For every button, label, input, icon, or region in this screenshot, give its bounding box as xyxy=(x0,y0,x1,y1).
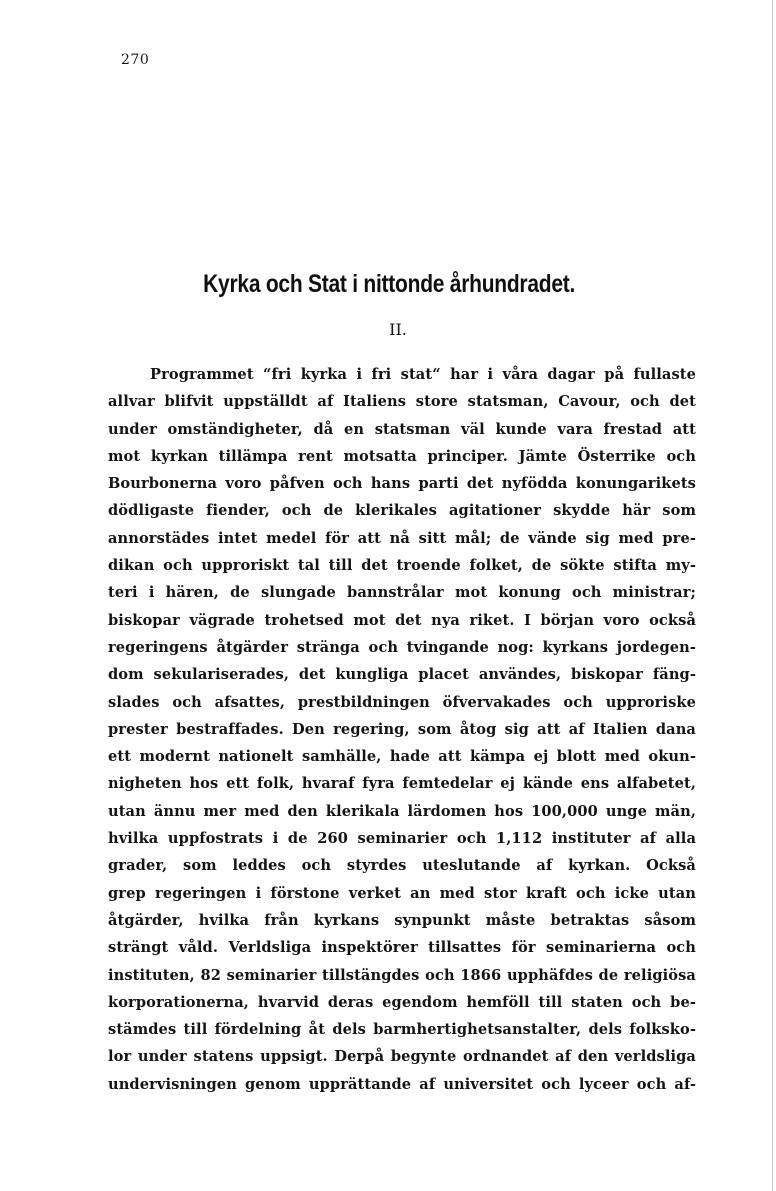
section-number: II. xyxy=(389,320,407,339)
page-edge xyxy=(772,0,773,1191)
text-line: åtgärder, hvilka från kyrkans synpunkt måste betraktas såsom xyxy=(108,911,696,929)
text-line: strängt våld. Verldsliga inspektörer tillsattes för seminarierna och xyxy=(108,939,696,957)
text-line: grader, som leddes och styrdes uteslutande af kyrkan. Också xyxy=(108,857,696,875)
body-text xyxy=(108,361,696,1098)
text-line: dikan och upproriskt tal till det troende folket, de sökte stifta my- xyxy=(108,557,696,575)
text-line: ett modernt nationelt samhälle, hade att kämpa ej blott med okun- xyxy=(108,748,696,766)
text-line: dom sekulariserades, det kungliga placet användes, biskopar fäng- xyxy=(108,666,696,684)
text-line: biskopar vägrade trohetsed mot det nya riket. I början voro också xyxy=(108,611,696,629)
text-line: allvar blifvit uppställdt af Italiens store statsman, Cavour, och det xyxy=(108,393,696,411)
text-line: grep regeringen i förstone verket an med stor kraft och icke utan xyxy=(108,884,696,902)
text-line: dödligaste fiender, och de klerikales agitationer skydde här som xyxy=(108,502,696,520)
text-line: teri i hären, de slungade bannstrålar mot konung och ministrar; xyxy=(108,584,696,602)
text-line: utan ännu mer med den klerikala lärdomen hos 100,000 unge män, xyxy=(108,802,696,820)
text-line: Bourbonerna voro påfven och hans parti det nyfödda konungarikets xyxy=(108,475,696,493)
text-line: korporationerna, hvarvid deras egendom hemföll till staten och be- xyxy=(108,993,696,1011)
text-line: stämdes till fördelning åt dels barmhertighetsanstalter, dels folkskо- xyxy=(108,1021,696,1039)
text-line: mot kyrkan tillämpa rent motsatta principer. Jämte Österrike och xyxy=(108,447,696,465)
text-line: under omständigheter, då en statsman väl kunde vara frestad att xyxy=(108,420,696,438)
article-title: Kyrka och Stat i nittonde århundradet. xyxy=(203,270,576,298)
text-line: lor under statens uppsigt. Derpå begynte ordnandet af den verldsliga xyxy=(108,1048,696,1066)
text-line: slades och afsattes, prestbildningen öfvervakades och upproriske xyxy=(108,693,696,711)
text-line: hvilka uppfostrats i de 260 seminarier och 1,112 instituter af alla xyxy=(108,830,696,848)
text-line: nigheten hos ett folk, hvaraf fyra femtedelar ej kände ens alfabetet, xyxy=(108,775,696,793)
text-line: annorstädes intet medel för att nå sitt mål; de vände sig med pre- xyxy=(108,529,696,547)
text-line: prester bestraffades. Den regering, som åtog sig att af Italien dana xyxy=(108,720,696,738)
text-line: instituten, 82 seminarier tillstängdes och 1866 upphäfdes de religiösa xyxy=(108,966,696,984)
page-number: 270 xyxy=(121,52,150,68)
text-line: undervisningen genom upprättande af universitet och lyceer och af- xyxy=(108,1075,696,1093)
text-line: Programmet “fri kyrka i fri stat“ har i våra dagar på fullaste xyxy=(150,366,696,383)
text-line: regeringens åtgärder stränga och tvingande nog: kyrkans jordegen- xyxy=(108,638,696,656)
